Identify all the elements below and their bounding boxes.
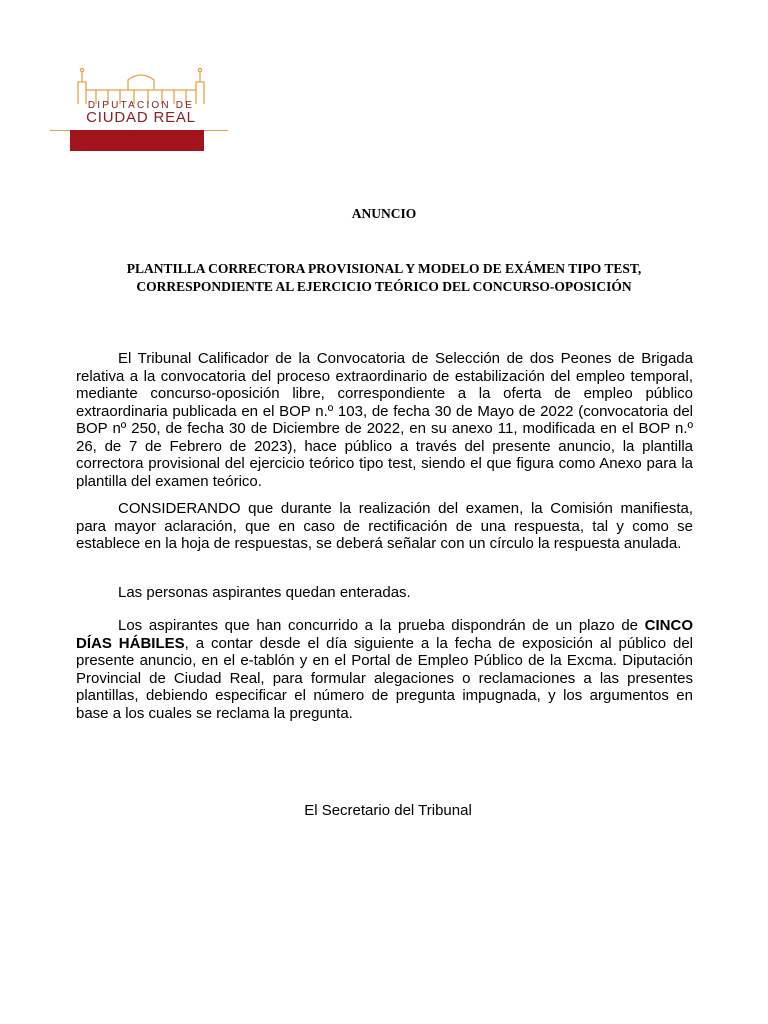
logo-red-bar [70, 130, 204, 151]
paragraph-4-text [76, 617, 693, 722]
signature-line: El Secretario del Tribunal [304, 802, 472, 819]
paragraph-4-start: Los aspirantes que han concurrido a la prueba dispondrán de un plazo de [118, 617, 645, 634]
diputacion-logo [50, 66, 230, 152]
paragraph-2-text: CONSIDERANDO que durante la realización del examen, la Comisión manifiesta, para mayor aclaración, que en caso de rectificación de una respuesta, tal y como se establece en la hoja de respuestas, se deberá señalar con un círculo la respuesta anulada. [76, 500, 693, 552]
subtitle-line-1: PLANTILLA CORRECTORA PROVISIONAL Y MODELO DE EXÁMEN TIPO TEST, [126, 261, 642, 276]
subtitle-line-2: CORRESPONDIENTE AL EJERCICIO TEÓRICO DEL CONCURSO-OPOSICIÓN [136, 279, 632, 294]
paragraph-tribunal [76, 350, 693, 490]
document-title: ANUNCIO [351, 206, 417, 221]
paragraph-4-deadline: CINCO DÍAS HÁBILES [76, 617, 693, 652]
document-subtitle [0, 260, 768, 296]
paragraph-4-end: , a contar desde el día siguiente a la fecha de exposición al público del presente anuncio, en el e-tablón y en el Portal de Empleo Público de la Excma. Diputación Provincial de Ciudad Real, para formular alegaciones o reclamaciones a las presentes plantillas, debiendo especificar el número de pregunta impugnada, y los argumentos en base a los cuales se reclama la pregunta. [76, 634, 694, 722]
logo-text-ciudad-real: CIUDAD REAL [86, 109, 196, 126]
paragraph-1-text: El Tribunal Calificador de la Convocatoria de Selección de dos Peones de Brigada relativa a la convocatoria del proceso extraordinario de estabilización del empleo temporal, mediante concurso-oposición libre, correspondiente a la oferta de empleo público extraordinaria publicada en el BOP n.º 103, de fecha 30 de Mayo de 2022 (convocatoria del BOP nº 250, de fecha 30 de Diciembre de 2022, en su anexo 11, modificada en el BOP n.º 26, de 7 de Febrero de 2023), hace público a través del presente anuncio, la plantilla correctora provisional del ejercicio teórico tipo test, siendo el que figura como Anexo para la plantilla del examen teórico. [76, 350, 693, 490]
paragraph-3-text: Las personas aspirantes quedan enteradas. [118, 584, 411, 601]
paragraph-enteradas [76, 584, 693, 602]
paragraph-plazo [76, 617, 693, 722]
logo-text-diputacion: DIPUTACION DE [87, 100, 195, 111]
paragraph-considerando [76, 500, 693, 553]
